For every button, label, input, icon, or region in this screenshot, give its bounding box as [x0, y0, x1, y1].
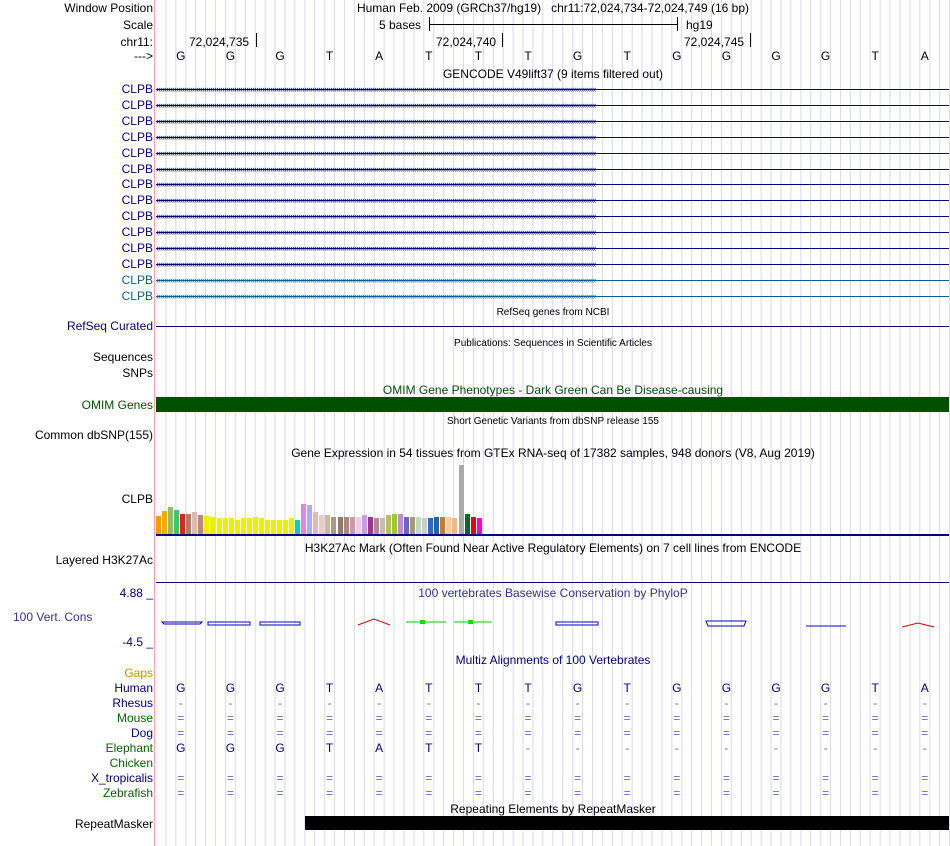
multiz-aligned-base: - — [724, 741, 729, 755]
multiz-aligned-base: G — [176, 681, 186, 695]
gencode-gene-label[interactable]: CLPB — [121, 272, 153, 287]
multiz-aligned-base: = — [425, 726, 433, 740]
gtex-tissue-bar[interactable] — [156, 516, 161, 534]
multiz-aligned-base: G — [820, 681, 831, 695]
multiz-aligned-base: = — [375, 771, 383, 785]
gencode-gene-label[interactable]: CLPB — [121, 97, 153, 112]
multiz-aligned-base: A — [920, 681, 929, 695]
multiz-aligned-base: = — [822, 726, 830, 740]
gtex-tissue-bar[interactable] — [168, 507, 173, 534]
multiz-aligned-base: - — [774, 741, 778, 755]
sequence-base: T — [325, 49, 334, 63]
gencode-strand-arrows: ‹‹‹‹‹‹‹‹‹‹‹‹‹‹‹‹‹‹‹‹‹‹‹‹‹‹‹‹‹‹‹‹‹‹‹‹‹‹‹‹‹‹‹‹‹‹‹‹‹‹‹‹‹‹‹‹‹‹‹‹‹‹‹‹‹‹‹‹‹‹‹‹‹‹‹‹‹‹‹‹‹‹‹‹‹‹‹‹‹‹‹‹‹‹‹‹‹‹‹‹‹‹‹‹‹‹‹‹‹‹‹‹‹‹‹‹‹‹‹‹‹‹‹‹‹‹‹‹‹‹‹‹‹‹‹‹‹‹‹‹‹‹‹‹‹‹‹‹‹‹‹‹‹‹‹‹‹‹‹‹‹‹‹‹‹‹‹‹‹‹‹‹‹‹‹‹‹‹‹‹‹‹‹‹‹‹‹‹‹‹‹‹‹‹‹‹‹‹‹‹‹‹‹‹‹‹‹‹‹‹‹‹‹‹‹‹‹‹‹‹ — [156, 229, 596, 237]
gencode-strand-arrows: ‹‹‹‹‹‹‹‹‹‹‹‹‹‹‹‹‹‹‹‹‹‹‹‹‹‹‹‹‹‹‹‹‹‹‹‹‹‹‹‹‹‹‹‹‹‹‹‹‹‹‹‹‹‹‹‹‹‹‹‹‹‹‹‹‹‹‹‹‹‹‹‹‹‹‹‹‹‹‹‹‹‹‹‹‹‹‹‹‹‹‹‹‹‹‹‹‹‹‹‹‹‹‹‹‹‹‹‹‹‹‹‹‹‹‹‹‹‹‹‹‹‹‹‹‹‹‹‹‹‹‹‹‹‹‹‹‹‹‹‹‹‹‹‹‹‹‹‹‹‹‹‹‹‹‹‹‹‹‹‹‹‹‹‹‹‹‹‹‹‹‹‹‹‹‹‹‹‹‹‹‹‹‹‹‹‹‹‹‹‹‹‹‹‹‹‹‹‹‹‹‹‹‹‹‹‹‹‹‹‹‹‹‹‹‹‹‹‹‹‹ — [156, 213, 596, 221]
multiz-aligned-base: - — [228, 696, 233, 710]
multiz-aligned-base: - — [327, 696, 332, 710]
gencode-strand-arrows: ‹‹‹‹‹‹‹‹‹‹‹‹‹‹‹‹‹‹‹‹‹‹‹‹‹‹‹‹‹‹‹‹‹‹‹‹‹‹‹‹‹‹‹‹‹‹‹‹‹‹‹‹‹‹‹‹‹‹‹‹‹‹‹‹‹‹‹‹‹‹‹‹‹‹‹‹‹‹‹‹‹‹‹‹‹‹‹‹‹‹‹‹‹‹‹‹‹‹‹‹‹‹‹‹‹‹‹‹‹‹‹‹‹‹‹‹‹‹‹‹‹‹‹‹‹‹‹‹‹‹‹‹‹‹‹‹‹‹‹‹‹‹‹‹‹‹‹‹‹‹‹‹‹‹‹‹‹‹‹‹‹‹‹‹‹‹‹‹‹‹‹‹‹‹‹‹‹‹‹‹‹‹‹‹‹‹‹‹‹‹‹‹‹‹‹‹‹‹‹‹‹‹‹‹‹‹‹‹‹‹‹‹‹‹‹‹‹‹‹‹ — [156, 86, 596, 93]
multiz-gaps-label[interactable]: Gaps — [124, 666, 153, 680]
multiz-aligned-base: = — [425, 711, 433, 725]
gtex-tissue-bar[interactable] — [422, 518, 427, 534]
coord-tick-label: 72,024,745 — [684, 35, 745, 49]
multiz-aligned-base: - — [377, 696, 382, 710]
gtex-tissue-bar[interactable] — [180, 514, 185, 534]
sequence-base: A — [375, 49, 384, 63]
gtex-tissue-bar[interactable] — [465, 514, 470, 534]
multiz-aligned-base: = — [722, 771, 730, 785]
gencode-gene-label[interactable]: CLPB — [121, 177, 153, 192]
multiz-aligned-base: T — [474, 741, 483, 755]
gtex-bar-chart[interactable] — [156, 462, 949, 534]
h3k27ac-baseline — [156, 582, 949, 583]
gtex-tissue-bar[interactable] — [428, 518, 433, 534]
multiz-aligned-base: - — [774, 696, 778, 710]
gtex-tissue-bar[interactable] — [186, 514, 191, 534]
gtex-tissue-bar[interactable] — [235, 520, 240, 534]
coord-tick-label: 72,024,735 — [189, 35, 250, 49]
sequence-base: T — [425, 49, 433, 63]
multiz-aligned-base: T — [623, 681, 631, 695]
multiz-aligned-base: = — [871, 726, 879, 740]
gtex-tissue-bar[interactable] — [319, 515, 324, 534]
gtex-tissue-bar[interactable] — [241, 518, 246, 534]
gtex-tissue-bar[interactable] — [313, 512, 318, 534]
multiz-aligned-base: = — [524, 726, 532, 740]
multiz-aligned-base: = — [623, 786, 631, 800]
multiz-aligned-base: = — [326, 786, 334, 800]
multiz-species-label[interactable]: Elephant — [105, 741, 153, 755]
multiz-aligned-base: = — [177, 786, 185, 800]
gtex-baseline — [156, 534, 949, 536]
multiz-aligned-base: - — [426, 696, 431, 710]
gtex-tissue-bar[interactable] — [374, 518, 379, 534]
gencode-strand-arrows: ‹‹‹‹‹‹‹‹‹‹‹‹‹‹‹‹‹‹‹‹‹‹‹‹‹‹‹‹‹‹‹‹‹‹‹‹‹‹‹‹‹‹‹‹‹‹‹‹‹‹‹‹‹‹‹‹‹‹‹‹‹‹‹‹‹‹‹‹‹‹‹‹‹‹‹‹‹‹‹‹‹‹‹‹‹‹‹‹‹‹‹‹‹‹‹‹‹‹‹‹‹‹‹‹‹‹‹‹‹‹‹‹‹‹‹‹‹‹‹‹‹‹‹‹‹‹‹‹‹‹‹‹‹‹‹‹‹‹‹‹‹‹‹‹‹‹‹‹‹‹‹‹‹‹‹‹‹‹‹‹‹‹‹‹‹‹‹‹‹‹‹‹‹‹‹‹‹‹‹‹‹‹‹‹‹‹‹‹‹‹‹‹‹‹‹‹‹‹‹‹‹‹‹‹‹‹‹‹‹‹‹‹‹‹‹‹‹‹‹‹ — [156, 245, 596, 252]
coord-tick — [256, 33, 257, 47]
scale-label: Scale — [122, 18, 153, 32]
multiz-aligned-base: T — [425, 741, 433, 755]
multiz-aligned-base: = — [574, 711, 582, 725]
gtex-tissue-bar[interactable] — [350, 517, 355, 534]
gtex-tissue-bar[interactable] — [229, 518, 234, 534]
multiz-species-label[interactable]: Chicken — [109, 756, 153, 770]
multiz-aligned-base: = — [623, 771, 631, 785]
gencode-strand-arrows: ‹‹‹‹‹‹‹‹‹‹‹‹‹‹‹‹‹‹‹‹‹‹‹‹‹‹‹‹‹‹‹‹‹‹‹‹‹‹‹‹‹‹‹‹‹‹‹‹‹‹‹‹‹‹‹‹‹‹‹‹‹‹‹‹‹‹‹‹‹‹‹‹‹‹‹‹‹‹‹‹‹‹‹‹‹‹‹‹‹‹‹‹‹‹‹‹‹‹‹‹‹‹‹‹‹‹‹‹‹‹‹‹‹‹‹‹‹‹‹‹‹‹‹‹‹‹‹‹‹‹‹‹‹‹‹‹‹‹‹‹‹‹‹‹‹‹‹‹‹‹‹‹‹‹‹‹‹‹‹‹‹‹‹‹‹‹‹‹‹‹‹‹‹‹‹‹‹‹‹‹‹‹‹‹‹‹‹‹‹‹‹‹‹‹‹‹‹‹‹‹‹‹‹‹‹‹‹‹‹‹‹‹‹‹‹‹‹‹‹‹ — [156, 149, 596, 157]
multiz-aligned-base: = — [226, 711, 234, 725]
gencode-gene-label[interactable]: CLPB — [121, 145, 153, 160]
gtex-tissue-bar[interactable] — [174, 510, 179, 534]
multiz-aligned-base: G — [275, 741, 285, 755]
multiz-aligned-base: = — [276, 726, 284, 740]
scale-bar — [430, 24, 677, 25]
gtex-tissue-bar[interactable] — [356, 517, 361, 534]
multiz-aligned-base: - — [873, 696, 878, 710]
multiz-aligned-base: = — [326, 726, 334, 740]
multiz-aligned-base: T — [325, 741, 334, 755]
multiz-aligned-base: - — [674, 741, 679, 755]
multiz-species-label[interactable]: Zebrafish — [102, 786, 153, 800]
sequence-base: G — [721, 49, 732, 63]
multiz-aligned-base: = — [673, 771, 681, 785]
window-position-text: Human Feb. 2009 (GRCh37/hg19) chr11:72,024,734-72,024,749 (16 bp) — [356, 1, 750, 15]
multiz-aligned-base: = — [772, 711, 780, 725]
gtex-track-title: Gene Expression in 54 tissues from GTEx RNA-seq of 17382 samples, 948 donors (V8, Aug 2019) — [291, 446, 815, 460]
multiz-aligned-base: G — [176, 741, 186, 755]
multiz-aligned-base: = — [722, 786, 730, 800]
gtex-tissue-bar[interactable] — [271, 520, 276, 534]
multiz-aligned-base: = — [425, 771, 433, 785]
gtex-track-label[interactable]: CLPB — [121, 492, 153, 506]
gtex-tissue-bar[interactable] — [368, 517, 373, 534]
multiz-aligned-base: = — [177, 711, 185, 725]
sequence-base: G — [225, 49, 236, 63]
coord-tick-label: 72,024,740 — [436, 35, 497, 49]
omim-track-label[interactable]: OMIM Genes — [81, 398, 153, 412]
gencode-strand-arrows: ‹‹‹‹‹‹‹‹‹‹‹‹‹‹‹‹‹‹‹‹‹‹‹‹‹‹‹‹‹‹‹‹‹‹‹‹‹‹‹‹‹‹‹‹‹‹‹‹‹‹‹‹‹‹‹‹‹‹‹‹‹‹‹‹‹‹‹‹‹‹‹‹‹‹‹‹‹‹‹‹‹‹‹‹‹‹‹‹‹‹‹‹‹‹‹‹‹‹‹‹‹‹‹‹‹‹‹‹‹‹‹‹‹‹‹‹‹‹‹‹‹‹‹‹‹‹‹‹‹‹‹‹‹‹‹‹‹‹‹‹‹‹‹‹‹‹‹‹‹‹‹‹‹‹‹‹‹‹‹‹‹‹‹‹‹‹‹‹‹‹‹‹‹‹‹‹‹‹‹‹‹‹‹‹‹‹‹‹‹‹‹‹‹‹‹‹‹‹‹‹‹‹‹‹‹‹‹‹‹‹‹‹‹‹‹‹‹‹‹‹ — [156, 101, 596, 109]
multiz-aligned-base: = — [474, 786, 482, 800]
multiz-aligned-base: = — [673, 711, 681, 725]
multiz-aligned-base: G — [771, 681, 781, 695]
multiz-aligned-base: = — [524, 711, 532, 725]
gtex-tissue-bar[interactable] — [392, 514, 397, 534]
multiz-aligned-base: = — [772, 786, 780, 800]
multiz-aligned-base: = — [326, 711, 334, 725]
publications-snps-label[interactable]: SNPs — [122, 366, 153, 380]
gtex-tissue-bar[interactable] — [283, 520, 288, 534]
multiz-aligned-base: T — [425, 681, 433, 695]
multiz-aligned-base: - — [575, 696, 580, 710]
multiz-aligned-base: = — [226, 726, 234, 740]
h3k27ac-track-label[interactable]: Layered H3K27Ac — [55, 553, 153, 567]
gtex-tissue-bar[interactable] — [452, 518, 457, 534]
repeatmasker-element-bar[interactable] — [305, 816, 949, 830]
sequence-base: G — [275, 49, 285, 63]
multiz-aligned-base: - — [526, 696, 530, 710]
gtex-tissue-bar[interactable] — [386, 515, 391, 534]
publications-sequences-label[interactable]: Sequences — [92, 350, 153, 364]
multiz-aligned-base: = — [177, 771, 185, 785]
sequence-base: T — [474, 49, 483, 63]
sequence-base: T — [524, 49, 532, 63]
gtex-tissue-bar[interactable] — [253, 517, 258, 534]
multiz-aligned-base: T — [325, 681, 334, 695]
phylop-signal[interactable] — [156, 610, 950, 632]
sequence-base: G — [820, 49, 831, 63]
gencode-gene-label[interactable]: CLPB — [121, 288, 153, 303]
multiz-aligned-base: = — [673, 786, 681, 800]
gencode-strand-arrows: ‹‹‹‹‹‹‹‹‹‹‹‹‹‹‹‹‹‹‹‹‹‹‹‹‹‹‹‹‹‹‹‹‹‹‹‹‹‹‹‹‹‹‹‹‹‹‹‹‹‹‹‹‹‹‹‹‹‹‹‹‹‹‹‹‹‹‹‹‹‹‹‹‹‹‹‹‹‹‹‹‹‹‹‹‹‹‹‹‹‹‹‹‹‹‹‹‹‹‹‹‹‹‹‹‹‹‹‹‹‹‹‹‹‹‹‹‹‹‹‹‹‹‹‹‹‹‹‹‹‹‹‹‹‹‹‹‹‹‹‹‹‹‹‹‹‹‹‹‹‹‹‹‹‹‹‹‹‹‹‹‹‹‹‹‹‹‹‹‹‹‹‹‹‹‹‹‹‹‹‹‹‹‹‹‹‹‹‹‹‹‹‹‹‹‹‹‹‹‹‹‹‹‹‹‹‹‹‹‹‹‹‹‹‹‹‹‹‹‹‹ — [156, 197, 596, 205]
multiz-aligned-base: = — [772, 771, 780, 785]
coord-tick — [502, 33, 503, 47]
multiz-aligned-base: = — [276, 711, 284, 725]
multiz-aligned-base: = — [574, 726, 582, 740]
h3k27ac-track-title: H3K27Ac Mark (Often Found Near Active Regulatory Elements) on 7 cell lines from ENCODE — [304, 541, 802, 555]
gencode-strand-arrows: ‹‹‹‹‹‹‹‹‹‹‹‹‹‹‹‹‹‹‹‹‹‹‹‹‹‹‹‹‹‹‹‹‹‹‹‹‹‹‹‹‹‹‹‹‹‹‹‹‹‹‹‹‹‹‹‹‹‹‹‹‹‹‹‹‹‹‹‹‹‹‹‹‹‹‹‹‹‹‹‹‹‹‹‹‹‹‹‹‹‹‹‹‹‹‹‹‹‹‹‹‹‹‹‹‹‹‹‹‹‹‹‹‹‹‹‹‹‹‹‹‹‹‹‹‹‹‹‹‹‹‹‹‹‹‹‹‹‹‹‹‹‹‹‹‹‹‹‹‹‹‹‹‹‹‹‹‹‹‹‹‹‹‹‹‹‹‹‹‹‹‹‹‹‹‹‹‹‹‹‹‹‹‹‹‹‹‹‹‹‹‹‹‹‹‹‹‹‹‹‹‹‹‹‹‹‹‹‹‹‹‹‹‹‹‹‹‹‹‹‹ — [156, 165, 596, 173]
phylop-track-label[interactable]: 100 Vert. Cons — [13, 610, 93, 624]
multiz-aligned-base: - — [575, 741, 580, 755]
scale-text: 5 bases — [379, 18, 422, 32]
multiz-aligned-base: - — [922, 696, 927, 710]
multiz-aligned-base: - — [873, 741, 878, 755]
label-divider[interactable] — [154, 0, 155, 846]
multiz-aligned-base: - — [278, 696, 282, 710]
multiz-aligned-base: G — [572, 681, 583, 695]
scale-bar-right-tick — [677, 17, 678, 31]
multiz-aligned-base: = — [921, 711, 929, 725]
multiz-aligned-base: = — [276, 771, 284, 785]
repeatmasker-track-label[interactable]: RepeatMasker — [74, 817, 153, 831]
gencode-gene-label[interactable]: CLPB — [121, 82, 153, 96]
gencode-gene-label[interactable]: CLPB — [121, 129, 153, 144]
gtex-tissue-bar[interactable] — [416, 517, 421, 534]
gtex-tissue-bar[interactable] — [344, 517, 349, 534]
gencode-strand-arrows: ‹‹‹‹‹‹‹‹‹‹‹‹‹‹‹‹‹‹‹‹‹‹‹‹‹‹‹‹‹‹‹‹‹‹‹‹‹‹‹‹‹‹‹‹‹‹‹‹‹‹‹‹‹‹‹‹‹‹‹‹‹‹‹‹‹‹‹‹‹‹‹‹‹‹‹‹‹‹‹‹‹‹‹‹‹‹‹‹‹‹‹‹‹‹‹‹‹‹‹‹‹‹‹‹‹‹‹‹‹‹‹‹‹‹‹‹‹‹‹‹‹‹‹‹‹‹‹‹‹‹‹‹‹‹‹‹‹‹‹‹‹‹‹‹‹‹‹‹‹‹‹‹‹‹‹‹‹‹‹‹‹‹‹‹‹‹‹‹‹‹‹‹‹‹‹‹‹‹‹‹‹‹‹‹‹‹‹‹‹‹‹‹‹‹‹‹‹‹‹‹‹‹‹‹‹‹‹‹‹‹‹‹‹‹‹‹‹‹‹‹ — [156, 292, 596, 300]
multiz-aligned-base: = — [822, 771, 830, 785]
window-position-label: Window Position — [64, 1, 153, 15]
multiz-aligned-base: - — [526, 741, 530, 755]
multiz-species-label[interactable]: X_tropicalis — [90, 771, 153, 785]
gencode-gene-label[interactable]: CLPB — [121, 209, 153, 224]
multiz-aligned-base: = — [921, 771, 929, 785]
sequence-base: G — [672, 49, 682, 63]
gencode-gene-label[interactable]: CLPB — [121, 113, 153, 128]
multiz-aligned-base: - — [625, 741, 630, 755]
multiz-aligned-base: = — [375, 786, 383, 800]
gencode-track-title: GENCODE V49lift37 (9 items filtered out) — [442, 67, 664, 81]
multiz-aligned-base: = — [871, 711, 879, 725]
gtex-tissue-bar[interactable] — [434, 517, 439, 534]
gtex-tissue-bar[interactable] — [265, 520, 270, 534]
multiz-aligned-base: = — [623, 726, 631, 740]
multiz-aligned-base: G — [672, 681, 682, 695]
multiz-aligned-base: = — [921, 726, 929, 740]
gtex-tissue-bar[interactable] — [192, 512, 197, 534]
omim-track-title: OMIM Gene Phenotypes - Dark Green Can Be Disease-causing — [382, 383, 724, 397]
multiz-aligned-base: G — [275, 681, 285, 695]
multiz-aligned-base: T — [524, 681, 532, 695]
refseq-gene-line[interactable] — [156, 326, 949, 327]
gencode-gene-label[interactable]: CLPB — [121, 225, 153, 240]
multiz-aligned-base: = — [574, 771, 582, 785]
strand-label: ---> — [134, 49, 153, 63]
multiz-aligned-base: = — [474, 771, 482, 785]
gtex-tissue-bar[interactable] — [398, 514, 403, 534]
multiz-species-label[interactable]: Rhesus — [112, 696, 153, 710]
omim-gene-bar[interactable] — [156, 397, 949, 412]
multiz-aligned-base: = — [524, 771, 532, 785]
gtex-tissue-bar[interactable] — [471, 517, 476, 534]
multiz-aligned-base: = — [425, 786, 433, 800]
gtex-tissue-bar[interactable] — [446, 517, 451, 534]
coord-tick — [750, 33, 751, 47]
sequence-base: T — [871, 49, 879, 63]
gencode-gene-label[interactable]: CLPB — [121, 241, 153, 255]
gtex-tissue-bar[interactable] — [338, 517, 343, 534]
multiz-aligned-base: G — [225, 741, 236, 755]
gtex-tissue-bar[interactable] — [404, 517, 409, 534]
multiz-aligned-base: T — [474, 681, 483, 695]
multiz-aligned-base: = — [226, 771, 234, 785]
scale-assembly: hg19 — [686, 18, 713, 32]
repeatmasker-track-title: Repeating Elements by RepeatMasker — [450, 802, 656, 816]
multiz-aligned-base: = — [524, 786, 532, 800]
gencode-gene-label[interactable]: CLPB — [121, 193, 153, 208]
sequence-base: G — [176, 49, 186, 63]
sequence-base: G — [771, 49, 781, 63]
multiz-aligned-base: = — [177, 726, 185, 740]
multiz-aligned-base: - — [922, 741, 927, 755]
multiz-aligned-base: - — [823, 741, 828, 755]
dbsnp-track-label[interactable]: Common dbSNP(155) — [34, 428, 153, 442]
gtex-tissue-bar[interactable] — [223, 518, 228, 534]
multiz-species-label[interactable]: Mouse — [116, 711, 153, 725]
gtex-tissue-bar[interactable] — [331, 517, 336, 534]
gtex-tissue-bar[interactable] — [289, 518, 294, 534]
multiz-aligned-base: = — [722, 726, 730, 740]
gencode-gene-label[interactable]: CLPB — [121, 161, 153, 176]
multiz-aligned-base: = — [574, 786, 582, 800]
gtex-tissue-bar[interactable] — [440, 517, 445, 534]
multiz-aligned-base: = — [921, 786, 929, 800]
multiz-aligned-base: = — [474, 711, 482, 725]
gtex-tissue-bar[interactable] — [362, 515, 367, 534]
gtex-tissue-bar[interactable] — [410, 517, 415, 534]
multiz-aligned-base: T — [871, 681, 879, 695]
multiz-aligned-base: - — [674, 696, 679, 710]
multiz-aligned-base: G — [721, 681, 732, 695]
multiz-aligned-base: = — [871, 771, 879, 785]
gtex-tissue-bar[interactable] — [162, 511, 167, 534]
multiz-aligned-base: = — [276, 786, 284, 800]
multiz-track-title: Multiz Alignments of 100 Vertebrates — [455, 653, 651, 667]
gtex-tissue-bar[interactable] — [380, 518, 385, 534]
multiz-aligned-base: - — [178, 696, 183, 710]
multiz-species-label[interactable]: Dog — [130, 726, 153, 740]
multiz-aligned-base: - — [625, 696, 630, 710]
gencode-strand-arrows: ‹‹‹‹‹‹‹‹‹‹‹‹‹‹‹‹‹‹‹‹‹‹‹‹‹‹‹‹‹‹‹‹‹‹‹‹‹‹‹‹‹‹‹‹‹‹‹‹‹‹‹‹‹‹‹‹‹‹‹‹‹‹‹‹‹‹‹‹‹‹‹‹‹‹‹‹‹‹‹‹‹‹‹‹‹‹‹‹‹‹‹‹‹‹‹‹‹‹‹‹‹‹‹‹‹‹‹‹‹‹‹‹‹‹‹‹‹‹‹‹‹‹‹‹‹‹‹‹‹‹‹‹‹‹‹‹‹‹‹‹‹‹‹‹‹‹‹‹‹‹‹‹‹‹‹‹‹‹‹‹‹‹‹‹‹‹‹‹‹‹‹‹‹‹‹‹‹‹‹‹‹‹‹‹‹‹‹‹‹‹‹‹‹‹‹‹‹‹‹‹‹‹‹‹‹‹‹‹‹‹‹‹‹‹‹‹‹‹‹‹ — [156, 181, 596, 189]
phylop-max-label: 4.88 _ — [119, 586, 153, 600]
multiz-aligned-base: = — [375, 726, 383, 740]
multiz-aligned-base: = — [673, 726, 681, 740]
multiz-aligned-base: = — [772, 726, 780, 740]
phylop-min-label: -4.5 _ — [122, 635, 153, 649]
gencode-strand-arrows: ‹‹‹‹‹‹‹‹‹‹‹‹‹‹‹‹‹‹‹‹‹‹‹‹‹‹‹‹‹‹‹‹‹‹‹‹‹‹‹‹‹‹‹‹‹‹‹‹‹‹‹‹‹‹‹‹‹‹‹‹‹‹‹‹‹‹‹‹‹‹‹‹‹‹‹‹‹‹‹‹‹‹‹‹‹‹‹‹‹‹‹‹‹‹‹‹‹‹‹‹‹‹‹‹‹‹‹‹‹‹‹‹‹‹‹‹‹‹‹‹‹‹‹‹‹‹‹‹‹‹‹‹‹‹‹‹‹‹‹‹‹‹‹‹‹‹‹‹‹‹‹‹‹‹‹‹‹‹‹‹‹‹‹‹‹‹‹‹‹‹‹‹‹‹‹‹‹‹‹‹‹‹‹‹‹‹‹‹‹‹‹‹‹‹‹‹‹‹‹‹‹‹‹‹‹‹‹‹‹‹‹‹‹‹‹‹‹‹‹‹ — [156, 117, 596, 125]
multiz-aligned-base: = — [375, 711, 383, 725]
multiz-aligned-base: = — [226, 786, 234, 800]
multiz-aligned-base: - — [724, 696, 729, 710]
sequence-base: G — [572, 49, 583, 63]
gtex-tissue-bar[interactable] — [277, 520, 282, 534]
dbsnp-track-title: Short Genetic Variants from dbSNP release 155 — [447, 416, 659, 427]
gtex-tissue-bar[interactable] — [210, 517, 215, 534]
multiz-species-label[interactable]: Human — [114, 681, 153, 695]
multiz-aligned-base: = — [623, 711, 631, 725]
multiz-aligned-base: - — [476, 696, 481, 710]
gtex-tissue-bar[interactable] — [204, 516, 209, 534]
chr-label: chr11: — [120, 35, 153, 49]
gtex-tissue-bar[interactable] — [259, 518, 264, 534]
multiz-aligned-base: = — [326, 771, 334, 785]
multiz-aligned-base: = — [822, 786, 830, 800]
gtex-tissue-bar[interactable] — [477, 518, 482, 534]
multiz-aligned-base: = — [474, 726, 482, 740]
gtex-tissue-bar[interactable] — [247, 518, 252, 534]
gtex-tissue-bar[interactable] — [307, 505, 312, 534]
multiz-aligned-base: A — [375, 681, 384, 695]
multiz-aligned-base: - — [823, 696, 828, 710]
multiz-aligned-base: = — [822, 711, 830, 725]
gencode-gene-label[interactable]: CLPB — [121, 256, 153, 271]
gencode-strand-arrows: ‹‹‹‹‹‹‹‹‹‹‹‹‹‹‹‹‹‹‹‹‹‹‹‹‹‹‹‹‹‹‹‹‹‹‹‹‹‹‹‹‹‹‹‹‹‹‹‹‹‹‹‹‹‹‹‹‹‹‹‹‹‹‹‹‹‹‹‹‹‹‹‹‹‹‹‹‹‹‹‹‹‹‹‹‹‹‹‹‹‹‹‹‹‹‹‹‹‹‹‹‹‹‹‹‹‹‹‹‹‹‹‹‹‹‹‹‹‹‹‹‹‹‹‹‹‹‹‹‹‹‹‹‹‹‹‹‹‹‹‹‹‹‹‹‹‹‹‹‹‹‹‹‹‹‹‹‹‹‹‹‹‹‹‹‹‹‹‹‹‹‹‹‹‹‹‹‹‹‹‹‹‹‹‹‹‹‹‹‹‹‹‹‹‹‹‹‹‹‹‹‹‹‹‹‹‹‹‹‹‹‹‹‹‹‹‹‹‹‹‹ — [156, 276, 596, 284]
gtex-tissue-bar[interactable] — [295, 520, 300, 534]
gtex-tissue-bar[interactable] — [459, 465, 464, 534]
gtex-tissue-bar[interactable] — [217, 518, 222, 534]
multiz-aligned-base: = — [722, 711, 730, 725]
publications-track-title: Publications: Sequences in Scientific Articles — [454, 338, 652, 349]
gencode-strand-arrows: ‹‹‹‹‹‹‹‹‹‹‹‹‹‹‹‹‹‹‹‹‹‹‹‹‹‹‹‹‹‹‹‹‹‹‹‹‹‹‹‹‹‹‹‹‹‹‹‹‹‹‹‹‹‹‹‹‹‹‹‹‹‹‹‹‹‹‹‹‹‹‹‹‹‹‹‹‹‹‹‹‹‹‹‹‹‹‹‹‹‹‹‹‹‹‹‹‹‹‹‹‹‹‹‹‹‹‹‹‹‹‹‹‹‹‹‹‹‹‹‹‹‹‹‹‹‹‹‹‹‹‹‹‹‹‹‹‹‹‹‹‹‹‹‹‹‹‹‹‹‹‹‹‹‹‹‹‹‹‹‹‹‹‹‹‹‹‹‹‹‹‹‹‹‹‹‹‹‹‹‹‹‹‹‹‹‹‹‹‹‹‹‹‹‹‹‹‹‹‹‹‹‹‹‹‹‹‹‹‹‹‹‹‹‹‹‹‹‹‹‹ — [156, 133, 596, 141]
sequence-base: A — [920, 49, 929, 63]
refseq-track-label[interactable]: RefSeq Curated — [66, 319, 153, 333]
multiz-aligned-base: A — [375, 741, 384, 755]
gencode-strand-arrows: ‹‹‹‹‹‹‹‹‹‹‹‹‹‹‹‹‹‹‹‹‹‹‹‹‹‹‹‹‹‹‹‹‹‹‹‹‹‹‹‹‹‹‹‹‹‹‹‹‹‹‹‹‹‹‹‹‹‹‹‹‹‹‹‹‹‹‹‹‹‹‹‹‹‹‹‹‹‹‹‹‹‹‹‹‹‹‹‹‹‹‹‹‹‹‹‹‹‹‹‹‹‹‹‹‹‹‹‹‹‹‹‹‹‹‹‹‹‹‹‹‹‹‹‹‹‹‹‹‹‹‹‹‹‹‹‹‹‹‹‹‹‹‹‹‹‹‹‹‹‹‹‹‹‹‹‹‹‹‹‹‹‹‹‹‹‹‹‹‹‹‹‹‹‹‹‹‹‹‹‹‹‹‹‹‹‹‹‹‹‹‹‹‹‹‹‹‹‹‹‹‹‹‹‹‹‹‹‹‹‹‹‹‹‹‹‹‹‹‹‹ — [156, 260, 596, 268]
multiz-aligned-base: = — [871, 786, 879, 800]
refseq-track-title: RefSeq genes from NCBI — [496, 307, 610, 318]
gtex-tissue-bar[interactable] — [301, 504, 306, 534]
gtex-tissue-bar[interactable] — [325, 515, 330, 534]
gtex-tissue-bar[interactable] — [198, 515, 203, 534]
phylop-track-title: 100 vertebrates Basewise Conservation by PhyloP — [418, 586, 688, 600]
sequence-base: T — [623, 49, 631, 63]
scale-bar-left-tick — [429, 17, 430, 31]
multiz-aligned-base: G — [225, 681, 236, 695]
